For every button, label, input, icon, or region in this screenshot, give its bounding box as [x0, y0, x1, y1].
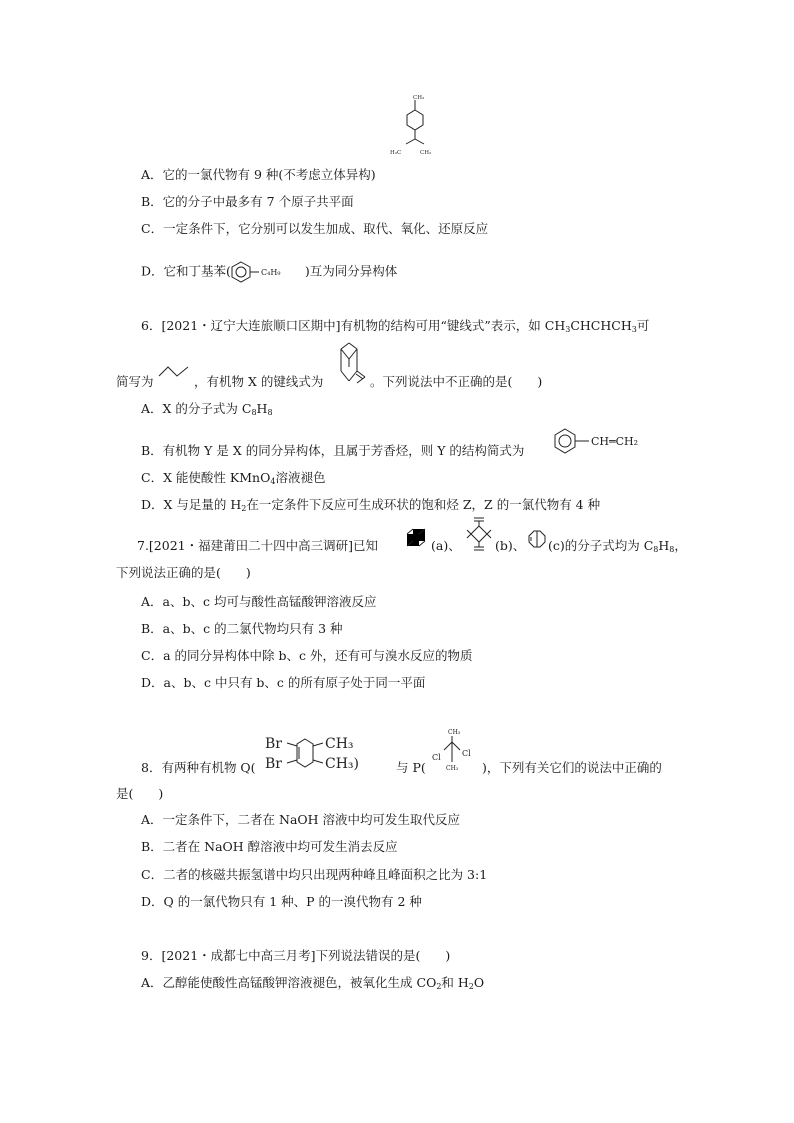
- structure-b: [465, 516, 493, 552]
- q9-a-post: O: [473, 975, 485, 990]
- q6-stem-line2: [116, 374, 154, 390]
- q9-stem: 9．[2021・成都七中高三月考]下列说法错误的是( ): [141, 948, 451, 963]
- q8-stem-line2: 是( ): [116, 786, 164, 801]
- q7-lc: (c)的分子式均为 C: [548, 538, 654, 553]
- q6-a-sub1: 8: [251, 408, 257, 417]
- q7-label-a: (a)、: [431, 538, 461, 553]
- q7-stem-line2: 下列说法正确的是( ): [116, 565, 251, 580]
- p-cl1: Cl: [432, 753, 441, 762]
- compound-p-structure: [424, 726, 480, 778]
- q6-option-b: B．有机物 Y 是 X 的同分异构体，且属于芳香烃，则 Y 的结构简式为: [141, 443, 525, 458]
- q6-option-d: [141, 497, 600, 517]
- q6-stem-line1: [141, 318, 649, 338]
- butyl-label: C₄H₉: [260, 268, 281, 277]
- q8-option-c: C．二者的核磁共振氢谱中均只出现两种峰且峰面积之比为 3:1: [141, 867, 488, 882]
- p-top-ch3: CH₃: [448, 729, 461, 736]
- q7-stem-line1-a: 7.[2021・福建莆田二十四中高三调研]已知: [137, 538, 378, 553]
- q7-label-b: (b)、: [495, 538, 526, 553]
- q9-a-sub: 2: [436, 982, 442, 991]
- q7-h: H: [658, 538, 670, 553]
- q7-sub2: 8: [669, 545, 675, 554]
- q-ch3-2: CH₃): [325, 756, 359, 772]
- q6-d-pre: D．X 与足量的 H: [141, 497, 242, 512]
- q6-stem-line2-c: 。下列说法中不正确的是( ): [370, 374, 543, 389]
- q6-stem-text-a: 6．[2021・辽宁大连旅顺口区期中]有机物的结构可用“键线式”表示，如 CH: [141, 318, 566, 333]
- p-bottom-ch3: CH₃: [446, 765, 459, 772]
- q8-stem-line1-b: 与 P(: [396, 760, 426, 775]
- q8-option-d: D．Q 的一氯代物只有 1 种、P 的一溴代物有 2 种: [141, 894, 422, 909]
- q7-option-c: C．a 的同分异构体中除 b、c 外，还有可与溴水反应的物质: [141, 648, 473, 663]
- q-br2: Br: [265, 756, 282, 772]
- q5-option-d: [141, 260, 397, 284]
- q8-option-a: A．一定条件下，二者在 NaOH 溶液中均可发生取代反应: [141, 812, 461, 827]
- q6-d-sub: 2: [241, 504, 247, 513]
- q-br1: Br: [265, 736, 282, 752]
- q6-a-sub2: 8: [267, 408, 273, 417]
- q7-option-b: B．a、b、c 的二氯代物均只有 3 种: [141, 621, 343, 636]
- butylbenzene-structure: [231, 260, 305, 284]
- q6-stem2-a: 简写为: [116, 374, 154, 389]
- q6-sub-b: 3: [631, 325, 637, 334]
- p-cl2: Cl: [462, 749, 471, 758]
- q6-a-pre: A．X 的分子式为 C: [141, 401, 252, 416]
- q7-stem-line1-c: [548, 538, 687, 558]
- q6-option-a: [141, 401, 273, 421]
- q6-option-c: [141, 470, 325, 490]
- q9-option-a: [141, 975, 484, 995]
- q5-fig-top: CH₃: [413, 95, 425, 101]
- compound-x-structure: [329, 341, 369, 387]
- q8-stem-line1-c: )，下列有关它们的说法中正确的: [482, 760, 662, 775]
- q7-option-a: A．a、b、c 均可与酸性高锰酸钾溶液反应: [141, 594, 377, 609]
- q6-c-sub: 4: [270, 477, 276, 486]
- q6-stem-text-c: 可: [636, 318, 650, 333]
- q5-option-c: C．一定条件下，它分别可以发生加成、取代、氧化、还原反应: [141, 221, 489, 236]
- q8-stem-line1-a: 8．有两种有机物 Q(: [141, 760, 256, 775]
- q6-sub-a: 3: [565, 325, 571, 334]
- q8-option-b: B．二者在 NaOH 醇溶液中均可发生消去反应: [141, 839, 398, 854]
- cyclooctatetraene-structure-c: [528, 530, 546, 548]
- butene-zigzag-structure: [158, 364, 192, 380]
- q5-structure-figure: [390, 92, 450, 162]
- compound-q-structure: [265, 733, 395, 777]
- q6-a-mid: H: [256, 401, 268, 416]
- q5-option-b: B．它的分子中最多有 7 个原子共平面: [141, 194, 354, 209]
- q7-option-d: D．a、b、c 中只有 b、c 的所有原子处于同一平面: [141, 675, 426, 690]
- q7-sub1: 8: [653, 545, 659, 554]
- q-ch3-1: CH₃: [325, 736, 354, 752]
- q5-option-a: A．它的一氯代物有 9 种(不考虑立体异构): [141, 167, 376, 182]
- q5-d-pre: D．它和丁基苯(: [141, 263, 231, 279]
- q5-fig-right: CH₂: [420, 150, 432, 156]
- cubane-structure-a: [405, 526, 429, 550]
- q6-d-post: 在一定条件下反应可生成环状的饱和烃 Z，Z 的一氯代物有 4 种: [246, 497, 601, 512]
- q6-stem-text-b: CHCHCH: [570, 318, 632, 333]
- q5-d-post: )互为同分异构体: [304, 263, 398, 279]
- styrene-structure: [553, 427, 673, 455]
- q9-a-mid: 和 H: [441, 975, 469, 990]
- q6-c-post: 溶液褪色: [275, 470, 326, 485]
- q9-a-pre: A．乙醇能使酸性高锰酸钾溶液褪色，被氧化生成 CO: [141, 975, 437, 990]
- q7-end: ，: [674, 538, 687, 553]
- q6-c-pre: C．X 能使酸性 KMnO: [141, 470, 271, 485]
- q6-stem-line2-b: ，有机物 X 的键线式为: [194, 374, 324, 389]
- styrene-label: CH═CH₂: [591, 435, 639, 448]
- q9-a-sub2: 2: [468, 982, 474, 991]
- q5-fig-left: H₃C: [390, 150, 402, 156]
